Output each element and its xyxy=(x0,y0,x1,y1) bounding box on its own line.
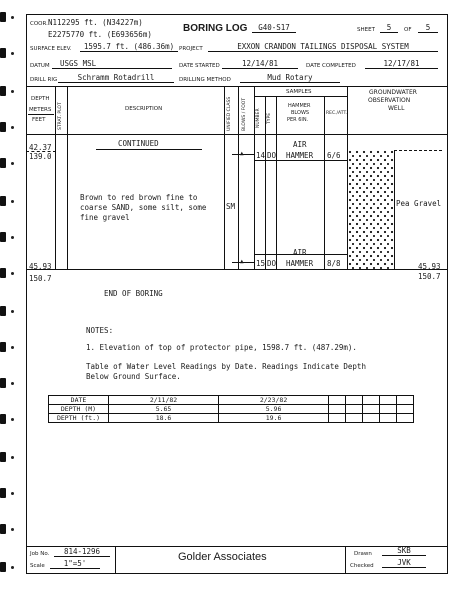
sample-15-type: DO xyxy=(267,259,277,268)
coord-label: COOR. xyxy=(30,21,48,27)
date-completed-label: DATE COMPLETED xyxy=(306,63,356,69)
table-cell xyxy=(396,414,413,423)
table-cell: 19.6 xyxy=(219,414,329,423)
water-level-table xyxy=(48,395,414,423)
table-cell xyxy=(346,414,363,423)
col-observation: OBSERVATION xyxy=(368,97,411,104)
of-label: OF xyxy=(404,27,412,33)
coord-north: N112295 ft. (N34227m) xyxy=(48,18,143,27)
table-row xyxy=(49,396,414,405)
table-cell: 2/23/82 xyxy=(219,396,329,405)
drill-rig: Schramm Rotadrill xyxy=(58,74,174,83)
table-cell: 5.65 xyxy=(109,405,219,414)
end-of-boring: END OF BORING xyxy=(104,289,163,298)
date-started-label: DATE STARTED xyxy=(179,63,220,69)
sample-14-hammer-2: HAMMER xyxy=(286,151,314,160)
coord-east: E2275770 ft. (E693656m) xyxy=(48,30,152,39)
datum-label: DATUM xyxy=(30,63,50,69)
sheet-label: SHEET xyxy=(357,27,375,33)
well-bottom-ft: 150.7 xyxy=(418,272,441,281)
table-cell xyxy=(346,405,363,414)
col-groundwater: GROUNDWATER xyxy=(369,89,417,96)
table-cell xyxy=(380,405,397,414)
date-completed: 12/17/81 xyxy=(365,60,438,69)
sample-marker: ▲ xyxy=(240,150,244,157)
col-meters: METERS xyxy=(29,107,52,113)
table-cell xyxy=(363,405,380,414)
table-row xyxy=(49,414,414,423)
scale-value: 1"=5' xyxy=(50,560,100,569)
table-cell xyxy=(363,414,380,423)
col-per-6in: PER 6IN. xyxy=(287,117,309,123)
col-samples: SAMPLES xyxy=(286,89,312,95)
sample-14-number: 14 xyxy=(256,151,266,160)
well-bottom-m: 45.93 xyxy=(418,262,441,271)
sample-15-number: 15 xyxy=(256,259,266,268)
col-unified-class: UNIFIED CLASS xyxy=(227,96,232,131)
table-cell xyxy=(363,396,380,405)
sample-15-hammer-2: HAMMER xyxy=(286,259,314,268)
surface-elev: 1595.7 ft. (486.36m) xyxy=(80,43,178,52)
col-number: NUMBER xyxy=(256,108,261,128)
unified-class-value: SM xyxy=(226,202,236,211)
job-no: 814-1296 xyxy=(54,548,110,557)
boring-id: G40-S17 xyxy=(252,24,296,33)
continued-label: CONTINUED xyxy=(118,139,159,148)
col-depth: DEPTH xyxy=(31,96,50,102)
top-depth-m: 42.37 xyxy=(29,143,52,152)
bottom-depth-m: 45.93 xyxy=(29,262,52,271)
project-name: EXXON CRANDON TAILINGS DISPOSAL SYSTEM xyxy=(208,43,438,52)
table-cell: 2/11/82 xyxy=(109,396,219,405)
description-line-1: Brown to red brown fine to xyxy=(80,193,198,202)
sample-15-rec: 8/8 xyxy=(327,259,341,268)
col-description: DESCRIPTION xyxy=(125,106,163,112)
drilling-method: Mud Rotary xyxy=(240,74,340,83)
table-cell: DEPTH (M) xyxy=(49,405,109,414)
sample-marker: ▲ xyxy=(240,258,244,265)
well-label: Pea Gravel xyxy=(396,199,442,208)
project-label: PROJECT xyxy=(179,46,203,52)
drill-rig-label: DRILL RIG xyxy=(30,77,58,83)
description-line-2: coarse SAND, some silt, some xyxy=(80,203,207,212)
datum-value: USGS MSL xyxy=(52,60,172,69)
drawn-by: SKB xyxy=(382,547,426,556)
table-cell xyxy=(329,414,346,423)
date-started: 12/14/81 xyxy=(222,60,298,69)
description-line-3: fine gravel xyxy=(80,213,130,222)
table-cell: 5.96 xyxy=(219,405,329,414)
col-feet: FEET xyxy=(32,117,46,123)
sheet-total: 5 xyxy=(418,24,438,33)
col-blows-foot: BLOWS / FOOT xyxy=(242,97,247,131)
sample-14-type: DO xyxy=(267,151,277,160)
checked-label: Checked xyxy=(350,563,374,569)
surface-elev-label: SURFACE ELEV. xyxy=(30,46,72,52)
table-cell xyxy=(396,396,413,405)
col-strat-plot: STRAT. PLOT xyxy=(58,102,63,130)
drilling-method-label: DRILLING METHOD xyxy=(179,77,231,83)
table-row xyxy=(49,405,414,414)
col-type: TYPE xyxy=(267,112,272,124)
col-hammer: HAMMER xyxy=(288,103,311,109)
job-no-label: Job No. xyxy=(30,551,50,557)
table-intro-line-2: Below Ground Surface. xyxy=(86,372,181,381)
note-1: 1. Elevation of top of protector pipe, 1598.7 ft. (487.29m). xyxy=(86,343,357,352)
checked-by: JVK xyxy=(382,559,426,568)
col-blows: BLOWS xyxy=(291,110,310,116)
pea-gravel-fill xyxy=(348,150,394,269)
table-cell: DEPTH (ft.) xyxy=(49,414,109,423)
col-rec-att: REC./ATT. xyxy=(326,111,348,116)
bottom-depth-ft: 150.7 xyxy=(29,274,52,283)
page-title: BORING LOG xyxy=(183,23,248,34)
drawn-label: Drawn xyxy=(354,551,372,557)
sample-14-rec: 6/6 xyxy=(327,151,341,160)
table-cell xyxy=(380,414,397,423)
table-cell xyxy=(346,396,363,405)
col-well: WELL xyxy=(388,105,405,112)
table-cell xyxy=(329,405,346,414)
sheet-number: 5 xyxy=(380,24,398,33)
table-intro-line-1: Table of Water Level Readings by Date. Readings Indicate Depth xyxy=(86,362,366,371)
notes-title: NOTES: xyxy=(86,326,114,335)
company-name: Golder Associates xyxy=(178,551,267,563)
table-cell xyxy=(380,396,397,405)
table-cell: DATE xyxy=(49,396,109,405)
sample-14-hammer-1: AIR xyxy=(293,140,307,149)
scale-label: Scale xyxy=(30,563,45,569)
sample-15-hammer-1: AIR xyxy=(293,248,307,257)
table-cell xyxy=(396,405,413,414)
top-depth-ft: 139.0 xyxy=(29,152,52,161)
table-cell xyxy=(329,396,346,405)
table-cell: 18.6 xyxy=(109,414,219,423)
